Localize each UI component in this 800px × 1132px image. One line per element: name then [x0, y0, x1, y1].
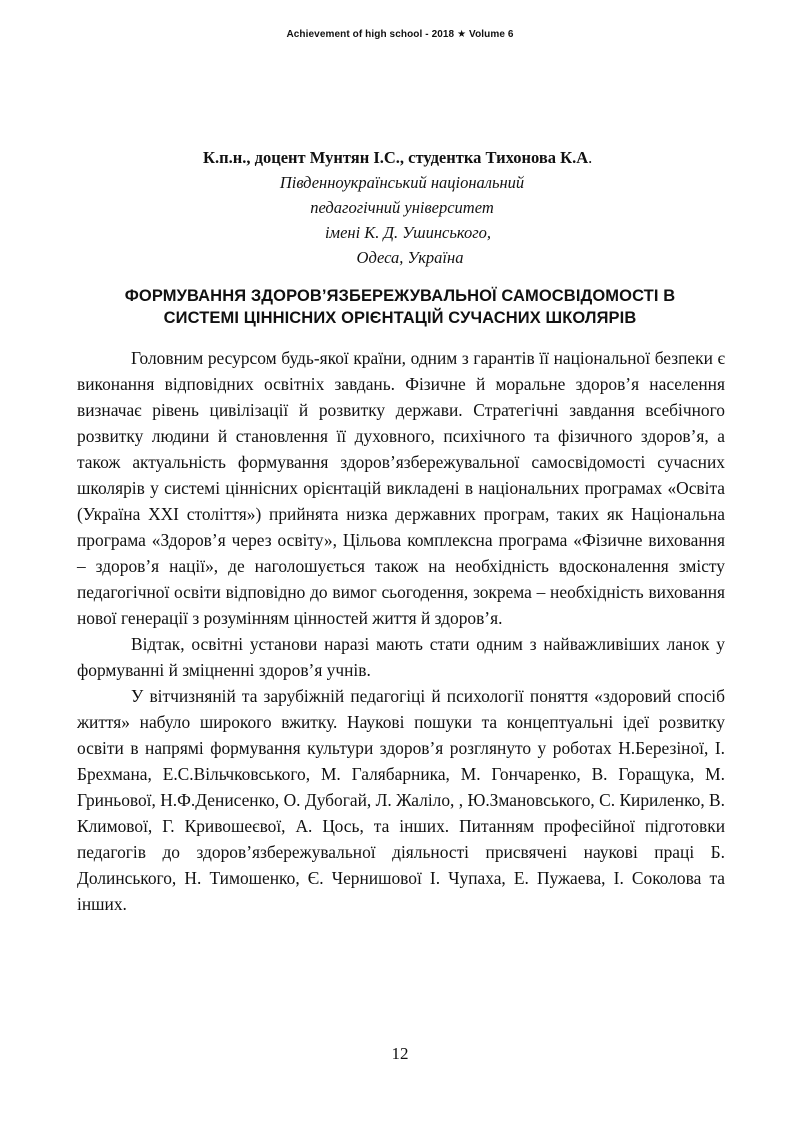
affiliation-line-1: Південноукраїнський національний — [279, 173, 525, 192]
author-names: К.п.н., доцент Мунтян І.С., студентка Тихонова К.А — [203, 148, 589, 167]
affiliation-line-3: імені К. Д. Ушинського, — [324, 223, 492, 242]
page-number: 12 — [391, 1044, 409, 1063]
article-title — [70, 285, 730, 329]
body-paragraph-3: У вітчизняній та зарубіжній педагогіці й психології поняття «здоровий спосіб життя» набуло широкого вжитку. Наукові пошуки та концептуальні ідеї розвитку освіти в напрямі формування культури здоров’я розглянуто у роботах Н.Березіної, І. Брехмана, Е.С.Вільчковського, М. Галябарника, М. Гончаренко, В. Горащука, М. Гриньової, Н.Ф.Денисенко, О. Дубогай, Л. Жаліло, , Ю.Змановського, С. Кириленко, В. Климової, Г. Кривошеєвої, А. Цось, та інших. Питанням професійної підготовки педагогів до здоров’язбережувальної діяльності присвячені наукові праці Б. Долинського, Н. Тимошенко, Є. Чернишової І. Чупаха, Е. Пужаева, І. Соколова та інших. — [77, 686, 725, 914]
article-body — [77, 345, 725, 917]
body-paragraph-2: Відтак, освітні установи наразі мають стати одним з найважливіших ланок у формуванні й зміцненні здоров’я учнів. — [77, 634, 725, 680]
author-line-period: . — [588, 148, 593, 167]
article-title-line-2: СИСТЕМІ ЦІННІСНИХ ОРІЄНТАЦІЙ СУЧАСНИХ ШКОЛЯРІВ — [163, 309, 637, 327]
affiliation-line-4: Одеса, Україна — [356, 248, 464, 267]
article-title-line-1: ФОРМУВАННЯ ЗДОРОВ’ЯЗБЕРЕЖУВАЛЬНОЇ САМОСВІДОМОСТІ В — [124, 287, 676, 305]
author-line — [203, 148, 592, 168]
running-header: Achievement of high school - 2018 ★ Volume 6 — [286, 29, 514, 40]
affiliation-line-2: педагогічний університет — [310, 198, 494, 217]
body-paragraph-1: Головним ресурсом будь-якої країни, одним з гарантів її національної безпеки є виконання відповідних освітніх завдань. Фізичне й моральне здоров’я населення визначає рівень цивілізації й розвитку держави. Стратегічні завдання всебічного розвитку людини й становлення її духовного, психічного та фізичного здоров’я, а також актуальність формування здоров’язбережувальної самосвідомості сучасних школярів у системі ціннісних орієнтацій викладені в національних програмах «Освіта (Україна XXI століття») прийнята низка державних програм, таких як Національна програма «Здоров’я через освіту», Цільова комплексна програма «Фізичне виховання – здоров’я нації», де наголошується також на необхідність вдосконалення змісту педагогічної освіти відповідно до вимог сьогодення, зокрема – необхідність виховання нової генерації з розумінням цінностей життя й здоров’я. — [77, 348, 725, 628]
